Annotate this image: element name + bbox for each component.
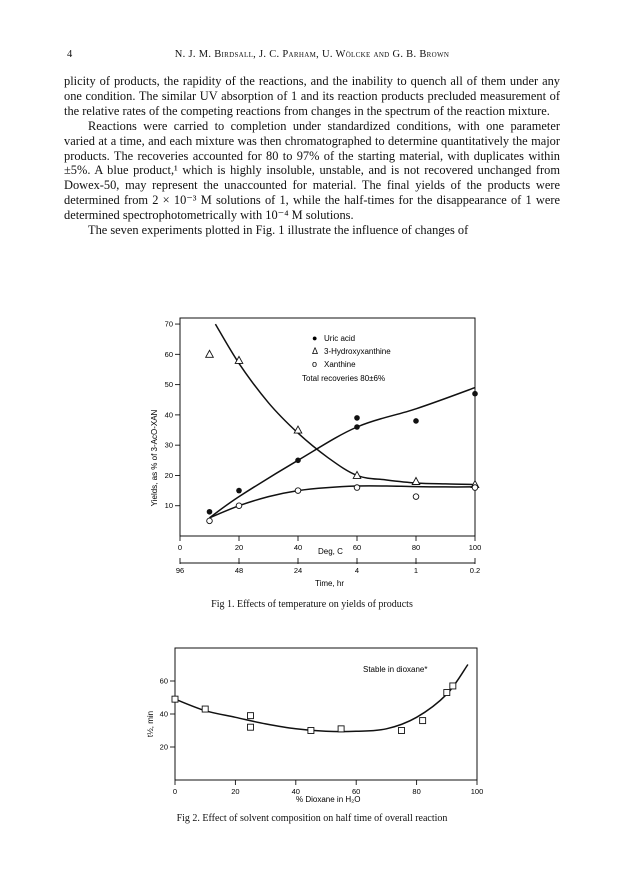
y-tick-label: 10 bbox=[164, 501, 173, 511]
figure-2-annotation: Stable in dioxane* bbox=[363, 665, 428, 674]
data-point bbox=[399, 728, 405, 734]
y-tick-label: 40 bbox=[159, 709, 168, 719]
x-tick-label: 100 bbox=[468, 543, 482, 552]
figure-2-chart bbox=[130, 640, 510, 810]
x-tick-label: 80 bbox=[412, 787, 421, 796]
data-point bbox=[472, 391, 478, 397]
legend-uric-acid-symbol: ● bbox=[312, 333, 318, 343]
author-line: N. J. M. Birdsall, J. C. Parham, U. Wölcke and G. B. Brown bbox=[174, 49, 450, 60]
figure-2-x-label: % Dioxane in H₂O bbox=[296, 795, 361, 804]
figure-1-x-label: Deg, C bbox=[318, 547, 343, 556]
data-point bbox=[472, 485, 478, 491]
page-number: 4 bbox=[67, 49, 73, 60]
figure-2-caption: Fig 2. Effect of solvent composition on half time of overall reaction bbox=[176, 813, 448, 824]
x-tick-label: 20 bbox=[234, 543, 244, 552]
time-tick-label: 1 bbox=[413, 566, 419, 575]
y-tick-label: 50 bbox=[164, 380, 173, 390]
data-point bbox=[413, 418, 419, 424]
figure-1-caption: Fig 1. Effects of temperature on yields of products bbox=[211, 599, 413, 610]
x-tick-label: 0 bbox=[172, 787, 178, 796]
time-tick-label: 24 bbox=[293, 566, 303, 575]
data-point bbox=[450, 683, 456, 689]
data-point bbox=[202, 706, 208, 712]
data-point bbox=[444, 690, 450, 696]
data-point bbox=[206, 350, 214, 357]
data-point bbox=[294, 426, 302, 433]
legend-hydroxyxanthine: 3-Hydroxyxanthine bbox=[324, 347, 391, 356]
data-point bbox=[354, 485, 360, 491]
fit-curve bbox=[210, 388, 476, 518]
x-tick-label: 0 bbox=[177, 543, 183, 552]
y-tick-label: 70 bbox=[164, 319, 173, 329]
paragraph-3: The seven experiments plotted in Fig. 1 illustrate the influence of changes of bbox=[88, 223, 469, 238]
figure-1-time-label: Time, hr bbox=[315, 579, 345, 588]
figure-1-legend bbox=[302, 333, 391, 383]
legend-hydroxyxanthine-symbol: Δ bbox=[312, 346, 319, 356]
y-tick-label: 20 bbox=[164, 470, 173, 480]
data-point bbox=[236, 503, 242, 509]
x-tick-label: 40 bbox=[291, 787, 300, 796]
paragraph-1: plicity of products, the rapidity of the reactions, and the inability to quench all of them under any one condition. The similar UV absorption of 1 and its reaction products precluded measurement of the relative rates of the competing reactions from changes in the spectrum of the reaction mixture. bbox=[64, 74, 560, 118]
time-tick-label: 48 bbox=[234, 566, 244, 575]
y-tick-label: 30 bbox=[164, 440, 173, 450]
time-tick-label: 4 bbox=[354, 566, 360, 575]
data-point bbox=[413, 494, 419, 500]
legend-xanthine: Xanthine bbox=[324, 360, 356, 369]
data-point bbox=[248, 713, 254, 719]
data-point bbox=[236, 488, 242, 494]
x-tick-label: 40 bbox=[293, 543, 303, 552]
time-tick-label: 0.2 bbox=[469, 566, 481, 575]
body-text bbox=[64, 74, 560, 238]
data-point bbox=[295, 488, 301, 494]
y-tick-label: 60 bbox=[159, 676, 168, 686]
data-point bbox=[207, 518, 213, 524]
figure-1-chart bbox=[130, 310, 510, 590]
data-point bbox=[338, 726, 344, 732]
figure-2-y-label: t½, min bbox=[146, 710, 155, 738]
x-tick-label: 80 bbox=[411, 543, 421, 552]
y-tick-label: 20 bbox=[159, 742, 168, 752]
y-tick-label: 60 bbox=[164, 349, 173, 359]
running-header bbox=[67, 49, 557, 65]
figure-1-y-label: Yields, as % of 3-AcO-XAN bbox=[150, 409, 159, 507]
x-tick-label: 20 bbox=[231, 787, 240, 796]
data-point bbox=[354, 415, 360, 421]
data-point bbox=[308, 728, 314, 734]
legend-xanthine-symbol: o bbox=[312, 359, 318, 369]
data-point bbox=[248, 724, 254, 730]
x-tick-label: 60 bbox=[352, 543, 362, 552]
y-tick-label: 40 bbox=[164, 410, 173, 420]
data-point bbox=[295, 458, 301, 464]
data-point bbox=[420, 718, 426, 724]
x-tick-label: 100 bbox=[470, 787, 484, 796]
data-point bbox=[412, 478, 420, 485]
x-tick-label: 60 bbox=[352, 787, 361, 796]
legend-uric-acid: Uric acid bbox=[324, 334, 356, 343]
legend-total-recoveries: Total recoveries 80±6% bbox=[302, 374, 386, 383]
data-point bbox=[207, 509, 213, 515]
paragraph-2: Reactions were carried to completion under standardized conditions, with one parameter varied at a time, and each mixture was then chromatographed to determine quantitatively the major products. The recoveries accounted for 80 to 97% of the starting material, with duplicates within ±5%. A blue product,¹ which is highly insoluble, unstable, and is not recovered unchanged from Dowex-50, may represent the unaccounted for material. The final yields of the products were determined from 2 × 10⁻³ M solutions of 1, while the half-times for the disappearance of 1 were determined spectrophotometrically with 10⁻⁴ M solutions. bbox=[64, 118, 560, 223]
data-point bbox=[354, 424, 360, 430]
data-point bbox=[172, 696, 178, 702]
time-tick-label: 96 bbox=[175, 566, 185, 575]
